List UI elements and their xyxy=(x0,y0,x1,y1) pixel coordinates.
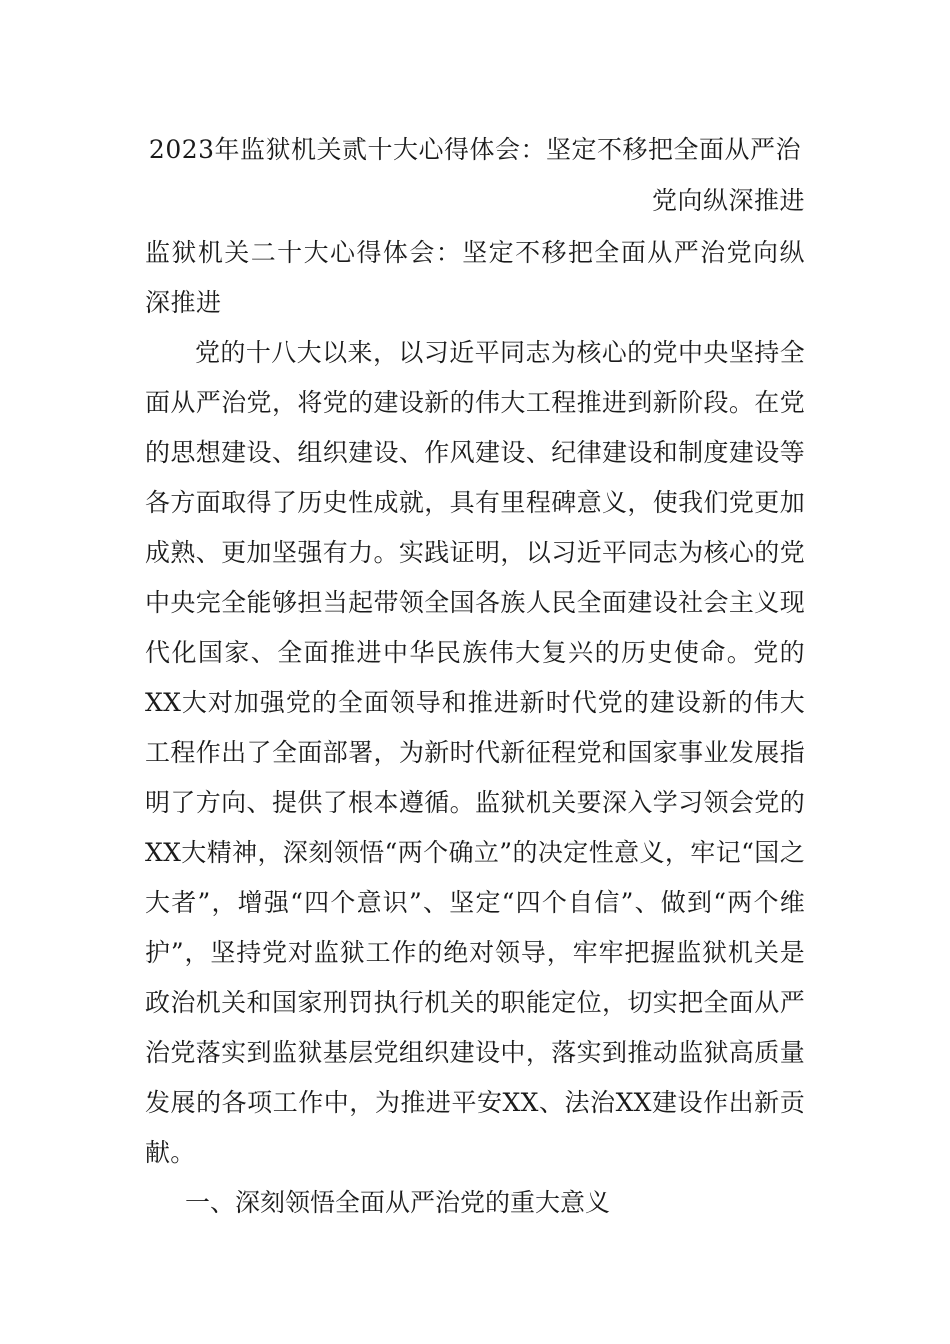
document-title: 2023年监狱机关贰十大心得体会：坚定不移把全面从严治党向纵深推进 xyxy=(148,135,805,215)
document-content xyxy=(145,124,805,1228)
document-subtitle: 监狱机关二十大心得体会：坚定不移把全面从严治党向纵深推进 xyxy=(145,238,805,317)
body-paragraph: 党的十八大以来，以习近平同志为核心的党中央坚持全面从严治党，将党的建设新的伟大工程推进到新阶段。在党的思想建设、组织建设、作风建设、纪律建设和制度建设等各方面取得了历史性成就，具有里程碑意义，使我们党更加成熟、更加坚强有力。实践证明，以习近平同志为核心的党中央完全能够担当起带领全国各族人民全面建设社会主义现代化国家、全面推进中华民族伟大复兴的历史使命。党的XX大对加强党的全面领导和推进新时代党的建设新的伟大工程作出了全面部署，为新时代新征程党和国家事业发展指明了方向、提供了根本遵循。监狱机关要深入学习领会党的XX大精神，深刻领悟“两个确立”的决定性意义，牢记“国之大者”，增强“四个意识”、坚定“四个自信”、做到“两个维护”，坚持党对监狱工作的绝对领导，牢牢把握监狱机关是政治机关和国家刑罚执行机关的职能定位，切实把全面从严治党落实到监狱基层党组织建设中，落实到推动监狱高质量发展的各项工作中，为推进平安XX、法治XX建设作出新贡献。 xyxy=(145,338,805,1167)
section-heading: 一、深刻领悟全面从严治党的重大意义 xyxy=(185,1188,611,1217)
